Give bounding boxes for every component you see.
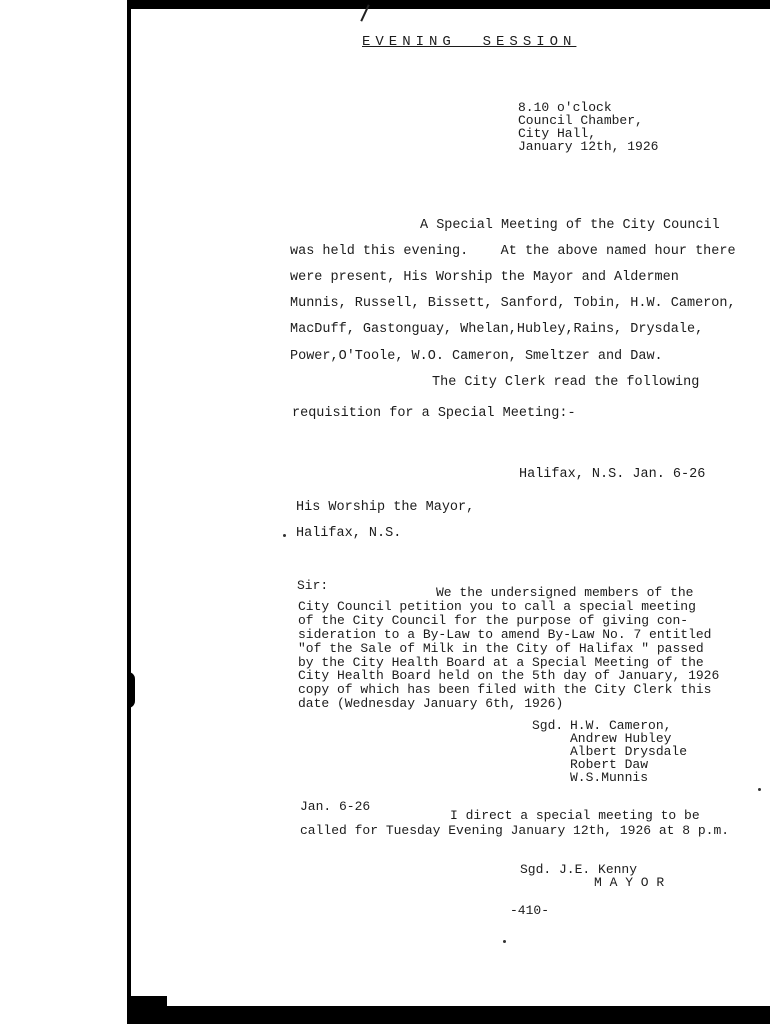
ink-dot xyxy=(503,940,506,943)
signer: W.S.Munnis xyxy=(570,770,649,785)
intro-line: Munnis, Russell, Bissett, Sanford, Tobin, H.W. Cameron, xyxy=(290,296,736,311)
petition-line: date (Wednesday January 6th, 1926) xyxy=(298,696,564,711)
petition-line: by the City Health Board at a Special Meeting of the xyxy=(298,655,704,670)
petition-line: sideration to a By-Law to amend By-Law No. 7 entitled xyxy=(298,627,712,642)
signer: H.W. Cameron, xyxy=(570,718,672,733)
petition-line: City Health Board held on the 5th day of January, 1926 xyxy=(298,668,720,683)
intro-line: The City Clerk read the following xyxy=(432,375,700,390)
intro-line: requisition for a Special Meeting:- xyxy=(292,406,576,421)
mayor-signature: Sgd. J.E. Kenny xyxy=(520,862,638,877)
scan-margin xyxy=(0,0,128,1024)
ink-dot xyxy=(758,788,761,791)
meeting-building: City Hall, xyxy=(518,126,597,141)
scan-bottom-corner xyxy=(127,996,167,1024)
ink-dot xyxy=(283,534,286,537)
signer: Albert Drysdale xyxy=(570,744,688,759)
salutation: Sir: xyxy=(297,578,329,593)
direction-line: I direct a special meeting to be xyxy=(450,808,700,823)
intro-line: were present, His Worship the Mayor and Aldermen xyxy=(290,270,679,285)
petition-line: City Council petition you to call a special meeting xyxy=(298,599,696,614)
mayor-title: M A Y O R xyxy=(594,875,665,890)
scan-left-border xyxy=(127,0,131,1024)
signer: Andrew Hubley xyxy=(570,731,672,746)
signer: Robert Daw xyxy=(570,757,649,772)
petition-line: copy of which has been filed with the City Clerk this xyxy=(298,682,712,697)
letter-date: Halifax, N.S. Jan. 6-26 xyxy=(519,467,706,482)
scan-bottom-border xyxy=(127,1006,770,1024)
direction-line: called for Tuesday Evening January 12th, 1926 at 8 p.m. xyxy=(300,823,730,838)
signers-prefix: Sgd. xyxy=(532,718,564,733)
intro-line: was held this evening. At the above named hour there xyxy=(290,244,736,259)
page-heading: EVENING SESSION xyxy=(362,34,577,50)
page-number: -410- xyxy=(510,903,550,918)
petition-line: of the City Council for the purpose of giving con- xyxy=(298,613,689,628)
addressee-line: His Worship the Mayor, xyxy=(296,500,475,515)
intro-line: Power,O'Toole, W.O. Cameron, Smeltzer and Daw. xyxy=(290,349,663,364)
addressee-line: Halifax, N.S. xyxy=(296,526,402,541)
petition-line: "of the Sale of Milk in the City of Halifax " passed xyxy=(298,641,704,656)
intro-line: A Special Meeting of the City Council xyxy=(420,218,720,233)
intro-line: MacDuff, Gastonguay, Whelan,Hubley,Rains, Drysdale, xyxy=(290,322,704,337)
meeting-date: January 12th, 1926 xyxy=(518,139,659,154)
meeting-time: 8.10 o'clock xyxy=(518,100,612,115)
direction-date: Jan. 6-26 xyxy=(300,799,371,814)
meeting-place: Council Chamber, xyxy=(518,113,643,128)
punch-hole xyxy=(128,672,135,708)
petition-line: We the undersigned members of the xyxy=(436,585,694,600)
scan-top-border xyxy=(127,0,770,9)
